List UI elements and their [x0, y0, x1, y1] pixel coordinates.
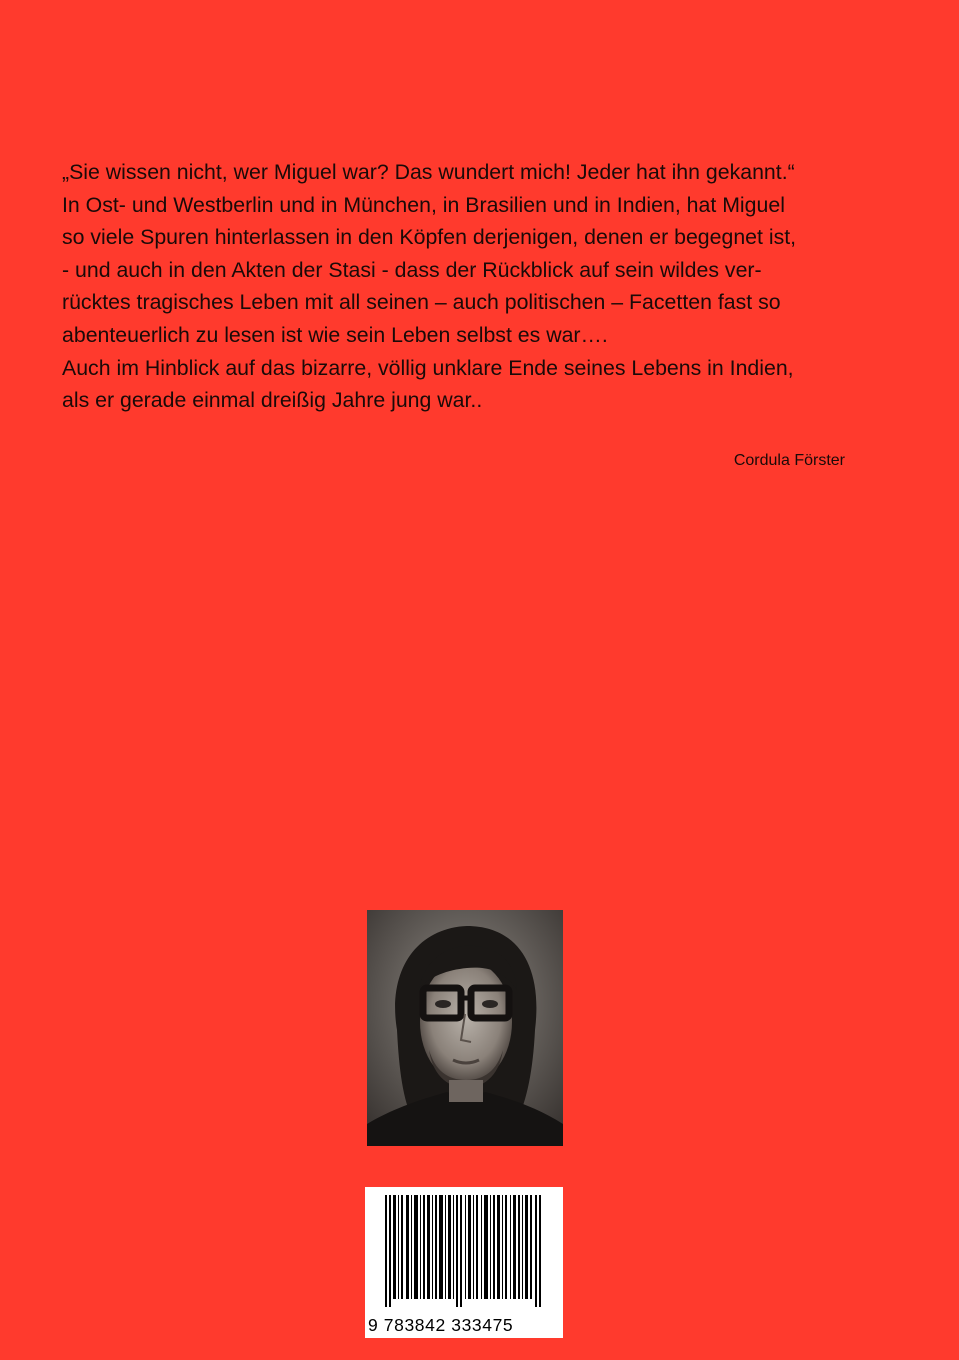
blurb-line: als er gerade einmal dreißig Jahre jung war.. [62, 388, 483, 413]
portrait-photo [367, 910, 563, 1146]
isbn-number: 9 783842 333475 [368, 1315, 514, 1335]
blurb-line: Auch im Hinblick auf das bizarre, völlig unklare Ende seines Lebens in Indien, [62, 355, 794, 380]
back-cover-blurb [62, 156, 862, 417]
portrait-image [367, 910, 563, 1146]
author-name: Cordula Förster [733, 452, 845, 469]
barcode-bars [365, 1187, 563, 1313]
blurb-line: rücktes tragisches Leben mit all seinen – auch politischen – Facetten fast so [62, 290, 781, 315]
blurb-line: abenteuerlich zu lesen ist wie sein Leben selbst es war…. [62, 322, 608, 347]
isbn-barcode [365, 1187, 563, 1338]
blurb-line: - und auch in den Akten der Stasi - dass der Rückblick auf sein wildes ver- [62, 257, 762, 282]
blurb-line: „Sie wissen nicht, wer Miguel war? Das wundert mich! Jeder hat ihn gekannt.“ [62, 160, 795, 184]
blurb-line: so viele Spuren hinterlassen in den Köpfen derjenigen, denen er begegnet ist, [62, 225, 797, 250]
blurb-line: In Ost- und Westberlin und in München, in Brasilien und in Indien, hat Miguel [62, 192, 785, 217]
